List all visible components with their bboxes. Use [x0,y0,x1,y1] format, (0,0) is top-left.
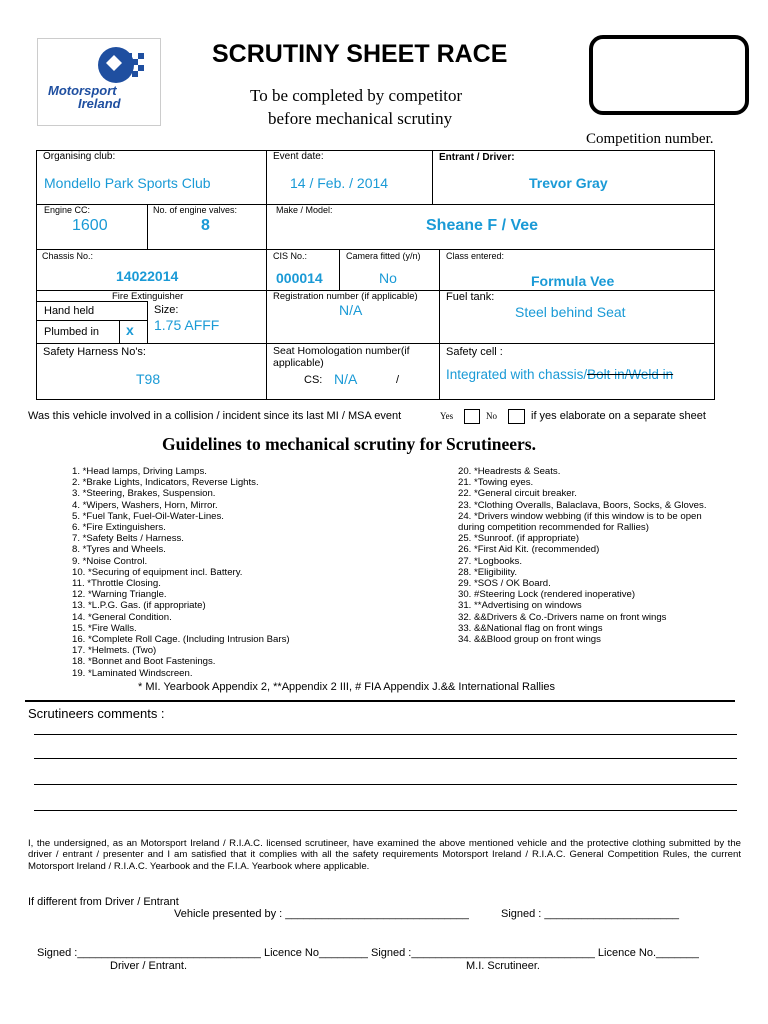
guideline-item: 13. *L.P.G. Gas. (if appropriate) [72,600,206,612]
guideline-item: 8. *Tyres and Wheels. [72,544,166,556]
collision-no-label: No [486,411,497,421]
guideline-item: 18. *Bonnet and Boot Fastenings. [72,656,216,668]
guideline-item: 2. *Brake Lights, Indicators, Reverse Lights. [72,477,259,489]
plumbed-mark: x [126,322,134,338]
logo [37,38,161,126]
registration-value: N/A [339,302,363,318]
comment-line[interactable] [34,758,737,759]
guideline-item: 24. *Drivers window webbing (if this window is to be open [458,510,702,522]
guideline-item: 25. *Sunroof. (if appropriate) [458,533,580,545]
logo-text-ireland: Ireland [78,96,121,111]
divider [25,700,735,702]
seat-slash: / [396,374,400,386]
guideline-item: 19. *Laminated Windscreen. [72,667,193,679]
guideline-item: 4. *Wipers, Washers, Horn, Mirror. [72,499,218,511]
chassis-label: Chassis No.: [42,251,94,261]
harness-value: T98 [136,371,161,387]
size-value: 1.75 AFFF [154,317,220,333]
guideline-item: 11. *Throttle Closing. [72,578,161,589]
camera-label: Camera fitted (y/n) [346,251,421,261]
guideline-item: 33. &&National flag on front wings [458,622,603,634]
make-model-value: Sheane F / Vee [426,217,539,234]
organising-club-label: Organising club: [43,151,116,162]
presented-by-field[interactable]: Vehicle presented by : ______________________________ [174,908,469,920]
guideline-item: 23. *Clothing Overalls, Balaclava, Boors, Socks, & Gloves. [458,499,707,511]
signature-row[interactable]: Signed :______________________________ Licence No________ Signed :______________________________ Licence No._______ [37,947,699,959]
page-title: SCRUTINY SHEET RACE [212,40,508,68]
guideline-item: 16. *Complete Roll Cage. (Including Intrusion Bars) [72,634,290,645]
guideline-item: 27. *Logbooks. [458,555,523,567]
guideline-item: 9. *Noise Control. [72,555,148,567]
scrutineer-caption: M.I. Scrutineer. [466,960,540,972]
comment-line[interactable] [34,734,737,735]
engine-cc-value: 1600 [72,217,108,234]
engine-cc-label: Engine CC: [44,205,91,215]
entrant-value: Trevor Gray [529,175,608,191]
safety-cell-label: Safety cell : [446,346,503,358]
size-label: Size: [154,304,179,316]
driver-caption: Driver / Entrant. [110,960,188,972]
collision-no-checkbox[interactable] [508,409,525,424]
if-different-label: If different from Driver / Entrant [28,896,179,908]
class-label: Class entered: [446,251,505,261]
logo-text-motorsport: Motorsport [48,83,117,98]
competition-number-box[interactable] [589,35,749,115]
comment-line[interactable] [34,784,737,785]
guideline-item: 14. *General Condition. [72,611,172,623]
make-model-label: Make / Model: [276,205,333,215]
class-value: Formula Vee [531,273,615,289]
event-date-value: 14 / Feb. / 2014 [290,175,389,191]
competition-number-label: Competition number. [586,131,714,147]
collision-tail: if yes elaborate on a separate sheet [531,410,706,422]
hand-held-label: Hand held [44,305,95,317]
guideline-item: 34. &&Blood group on front wings [458,634,601,645]
guideline-item: 3. *Steering, Brakes, Suspension. [72,488,216,500]
guideline-item: 30. #Steering Lock (rendered inoperative) [458,589,636,601]
safety-cell-value-wrap [446,367,673,382]
fuel-tank-value: Steel behind Seat [515,304,626,320]
signed-field[interactable]: Signed : ______________________ [501,908,680,920]
guideline-item: 28. *Eligibility. [458,566,518,578]
valves-label: No. of engine valves: [153,205,238,215]
camera-value: No [379,270,397,286]
chassis-value: 14022014 [116,268,179,284]
declaration-text: I, the undersigned, as an Motorsport Ireland / R.I.A.C. licensed scrutineer, have examined the above mentioned vehicle and the protective clothing submitted by the driver / entrant / presenter and I am satisfied that it complies with all the safety requirements Motorsport Ireland / R.I.A.C. General Competition Rules, the current Motorsport Ireland / R.I.A.C. Yearbook and the F.I.A. Yearbook where applicable. [28,838,741,872]
guidelines-heading: Guidelines to mechanical scrutiny for Scrutineers. [162,434,536,454]
guideline-item: 31. **Advertising on windows [458,600,582,612]
guideline-item: 20. *Headrests & Seats. [458,466,561,477]
cis-value: 000014 [276,270,323,286]
guideline-item: 10. *Securing of equipment incl. Battery. [72,566,243,578]
collision-yes-label: Yes [440,411,454,421]
comments-label: Scrutineers comments : [28,706,165,721]
guideline-item: 21. *Towing eyes. [458,477,534,489]
registration-label: Registration number (if applicable) [273,291,418,302]
guideline-item: 7. *Safety Belts / Harness. [72,533,184,545]
safety-cell-value: Integrated with chassis/ [446,367,588,382]
guideline-item: 15. *Fire Walls. [72,622,137,634]
subtitle-line-1: To be completed by competitor [250,86,463,105]
guideline-item: 12. *Warning Triangle. [72,589,167,601]
subtitle-line-2: before mechanical scrutiny [268,109,453,128]
checkered-globe-icon [96,45,156,85]
seat-label-line-1: Seat Homologation number(if [273,345,410,357]
cis-label: CIS No.: [273,251,308,261]
plumbed-label: Plumbed in [44,326,100,338]
guideline-item: 26. *First Aid Kit. (recommended) [458,544,600,556]
collision-question: Was this vehicle involved in a collision / incident since its last MI / MSA event [28,410,402,422]
guideline-item: 22. *General circuit breaker. [458,488,577,500]
seat-cs-value: N/A [334,371,358,387]
valves-value: 8 [201,217,210,234]
guideline-item: 29. *SOS / OK Board. [458,578,551,589]
harness-label: Safety Harness No's: [43,346,146,358]
fuel-tank-label: Fuel tank: [446,291,495,303]
comment-line[interactable] [34,810,737,811]
entrant-label: Entrant / Driver: [439,152,515,163]
guideline-item: 5. *Fuel Tank, Fuel-Oil-Water-Lines. [72,510,224,522]
seat-label-line-2: applicable) [273,357,324,369]
guideline-item: 32. &&Drivers & Co.-Drivers name on front wings [458,611,667,623]
guideline-item: during competition recommended for Rallies) [458,522,649,533]
guideline-item: 6. *Fire Extinguishers. [72,522,166,533]
event-date-label: Event date: [273,151,324,162]
guideline-item: 17. *Helmets. (Two) [72,645,157,657]
fire-extinguisher-label: Fire Extinguisher [112,291,184,302]
organising-club-value: Mondello Park Sports Club [44,175,211,191]
seat-cs-label: CS: [304,374,323,386]
guidelines-footnote: * MI. Yearbook Appendix 2, **Appendix 2 III, # FIA Appendix J.&& International Rallies [138,681,556,693]
guideline-item: 1. *Head lamps, Driving Lamps. [72,466,207,477]
collision-yes-checkbox[interactable] [464,409,480,424]
safety-cell-struck-text: Bolt in/Weld in [587,367,674,382]
